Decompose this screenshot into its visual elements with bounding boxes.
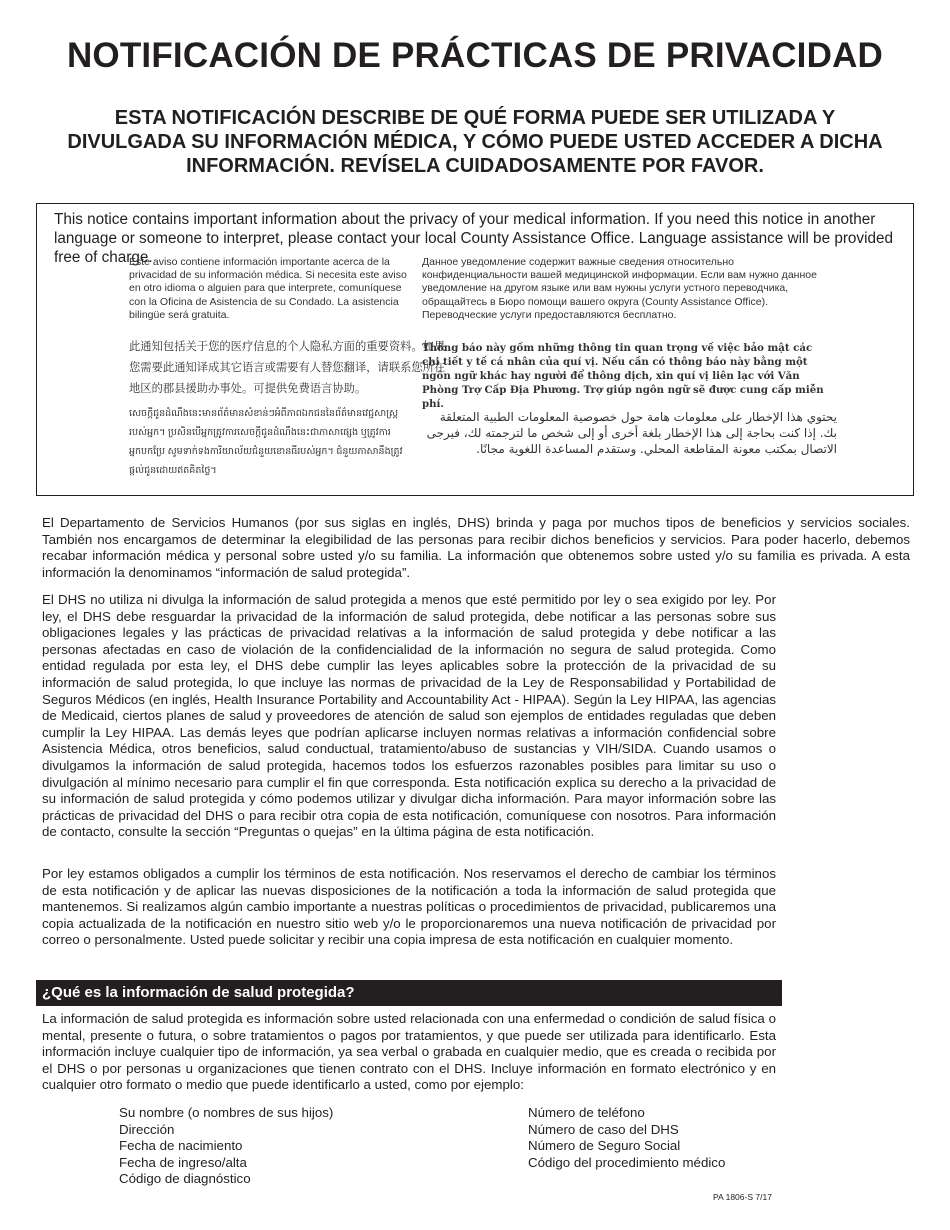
list-item: Código del procedimiento médico <box>528 1154 726 1170</box>
notice-russian: Данное уведомление содержит важные сведения относительно конфиденциальности вашей медицинской информации. Если вам нужно данное уведомление на другом языке или вам нужны услуги устного переводчика, обращайтесь в Бюро помощи вашего округа (County Assistance Office). Переводческие услуги предоставляются бесплатно. <box>422 256 817 321</box>
list-item: Fecha de ingreso/alta <box>119 1154 247 1170</box>
notice-spanish: Este aviso contiene información importante acerca de la privacidad de su información médica. Si necesita este aviso en otro idioma o alguien para que interprete, comuníquese con la Oficina de Asistencia de su Condado. La asistencia bilingüe será gratuita. <box>129 256 407 321</box>
notice-english: This notice contains important information about the privacy of your medical information. If you need this notice in another language or someone to interpret, please contact your local County Assistance Office. Language assistance will be provided free of charge. <box>54 211 893 266</box>
list-item: Código de diagnóstico <box>119 1171 251 1187</box>
examples-list-right <box>528 1105 725 1171</box>
list-item: Número de Seguro Social <box>528 1138 681 1154</box>
section-header-bar <box>36 980 782 1006</box>
list-item: Número de teléfono <box>528 1105 645 1120</box>
intro-paragraph: El Departamento de Servicios Humanos (por sus siglas en inglés, DHS) brinda y paga por muchos tipos de beneficios y servicios sociales. También nos encargamos de determinar la elegibilidad de las personas para recibir dichos beneficios y servicios. Para poder hacerlo, debemos recabar información médica y personal sobre usted y/o su familia. La información que obtenemos sobre usted y/o su familia es privada. A esta información la denominamos “información de salud protegida”. <box>42 515 910 580</box>
form-code: PA 1806-S 7/17 <box>713 1192 772 1202</box>
list-item: Fecha de nacimiento <box>119 1138 243 1154</box>
language-notice-box <box>36 203 914 496</box>
section-heading: ¿Qué es la información de salud protegida? <box>42 984 355 1001</box>
notice-vietnamese: Thông báo này gồm những thông tin quan trọng về việc bảo mật các chi tiết y tế cá nhân của quí vị. Nếu cần có thông báo này bằng một ngôn ngữ khác hay người để thông dịch, xin quí vị liên lạc với Văn Phòng Trợ Cấp Địa Phương. Trợ giúp ngôn ngữ sẽ được cung cấp miễn phí. <box>422 342 824 410</box>
examples-list-left <box>119 1105 333 1188</box>
notice-arabic: يحتوي هذا الإخطار على معلومات هامة حول خصوصية المعلومات الطبية المتعلقة بك. إذا كنت بحاجة إلى هذا الإخطار بلغة أخرى أو إلى شخص ما لترجمته لك، فيرجى الاتصال بمكتب معونة المقاطعة المحلي. وستقدم المساعدة اللغوية مجانًا. <box>426 410 837 456</box>
page-title: NOTIFICACIÓN DE PRÁCTICAS DE PRIVACIDAD <box>66 36 884 75</box>
legal-paragraph: El DHS no utiliza ni divulga la información de salud protegida a menos que esté permitido por ley o sea exigido por ley. Por ley, el DHS debe resguardar la privacidad de la información de salud protegida, debe notificar a las personas sobre sus obligaciones legales y las prácticas de privacidad relativas a la información de salud protegida y debe notificar a las personas afectadas en caso de violación de la confidencialidad de la información no segura de salud protegida. Como entidad regulada por esta ley, el DHS debe cumplir las leyes aplicables sobre la protección de la privacidad de su información de salud protegida, lo que incluye las normas de privacidad de la Ley de Responsabilidad y Portabilidad de Seguros Médicos (en inglés, Health Insurance Portability and Accountability Act - HIPAA). Según la Ley HIPAA, las agencias de Medicaid, ciertos planes de salud y proveedores de atención de salud son ejemplos de entidades reguladas que deben cumplir la Ley HIPAA. Las demás leyes que podrían aplicarse incluyen normas relativas a información confidencial sobre Asistencia Médica, otros beneficios, salud conductual, tratamiento/abuso de sustancias y VIH/SIDA. Cuando usamos o divulgamos la información de salud protegida, hacemos todos los esfuerzos razonables posibles para limitar su uso o divulgación al mínimo necesario para cumplir el fin que corresponda. Esta notificación explica su derecho a la privacidad de su información de salud protegida y cómo podemos utilizar y divulgar dicha información. Para mayor información sobre las prácticas de privacidad del DHS o para recibir otra copia de esta notificación, comuníquese con nosotros. Para información de contacto, consulte la sección “Preguntas o quejas” en la última página de esta notificación. <box>42 592 776 840</box>
list-item: Su nombre (o nombres de sus hijos) <box>119 1105 334 1120</box>
page-subtitle: ESTA NOTIFICACIÓN DESCRIBE DE QUÉ FORMA PUEDE SER UTILIZADA Y DIVULGADA SU INFORMACIÓN MÉDICA, Y CÓMO PUEDE USTED ACCEDER A DICHA INFORMACIÓN. REVÍSELA CUIDADOSAMENTE POR FAVOR. <box>67 107 883 177</box>
definition-paragraph: La información de salud protegida es información sobre usted relacionada con una enfermedad o condición de salud física o mental, presente o futura, o sobre tratamientos o pagos por tratamientos, y que puede ser utilizada para identificarlo. Esta información incluye cualquier tipo de información, ya sea verbal o grabada en cualquier medio, que es creada o recibida por el DHS o por personas u organizaciones que tienen contrato con el DHS. Incluye información en formato electrónico y en cualquier otro formato o medio que puede identificarlo a usted, como por ejemplo: <box>42 1011 776 1093</box>
notice-khmer: សេចក្ដីជូនដំណឹងនេះមានព័ត៌មានសំខាន់ៗអំពីភាពឯកជននៃព័ត៌មានវេជ្ជសាស្ត្ររបស់អ្នក។ ប្រសិនបើអ្នកត្រូវការសេចក្ដីជូនដំណឹងនេះជាភាសាផ្សេង ឬត្រូវការអ្នកបកប្រែ សូមទាក់ទងការិយាល័យជំនួយខោនធីរបស់អ្នក។ ជំនួយភាសានឹងត្រូវផ្ដល់ជូនដោយឥតគិតថ្លៃ។ <box>129 408 403 476</box>
terms-paragraph: Por ley estamos obligados a cumplir los términos de esta notificación. Nos reservamos el derecho de cambiar los términos de esta notificación y de aplicar las nuevas disposiciones de la notificación a toda la información de salud protegida que mantenemos. Si realizamos algún cambio importante a nuestras políticas o procedimientos de privacidad, publicaremos una copia actualizada de la notificación en nuestro sitio web y/o le proporcionaremos una nueva notificación de privacidad por correo o personalmente. Usted puede solicitar y recibir una copia impresa de esta notificación en cualquier momento. <box>42 866 776 948</box>
list-item: Número de caso del DHS <box>528 1121 679 1137</box>
list-item: Dirección <box>119 1121 175 1137</box>
notice-chinese: 此通知包括关于您的医疗信息的个人隐私方面的重要资料。如果您需要此通知译成其它语言或需要有人替您翻译，请联系您所在地区的郡县援助办事处。可提供免费语言协助。 <box>129 341 446 395</box>
